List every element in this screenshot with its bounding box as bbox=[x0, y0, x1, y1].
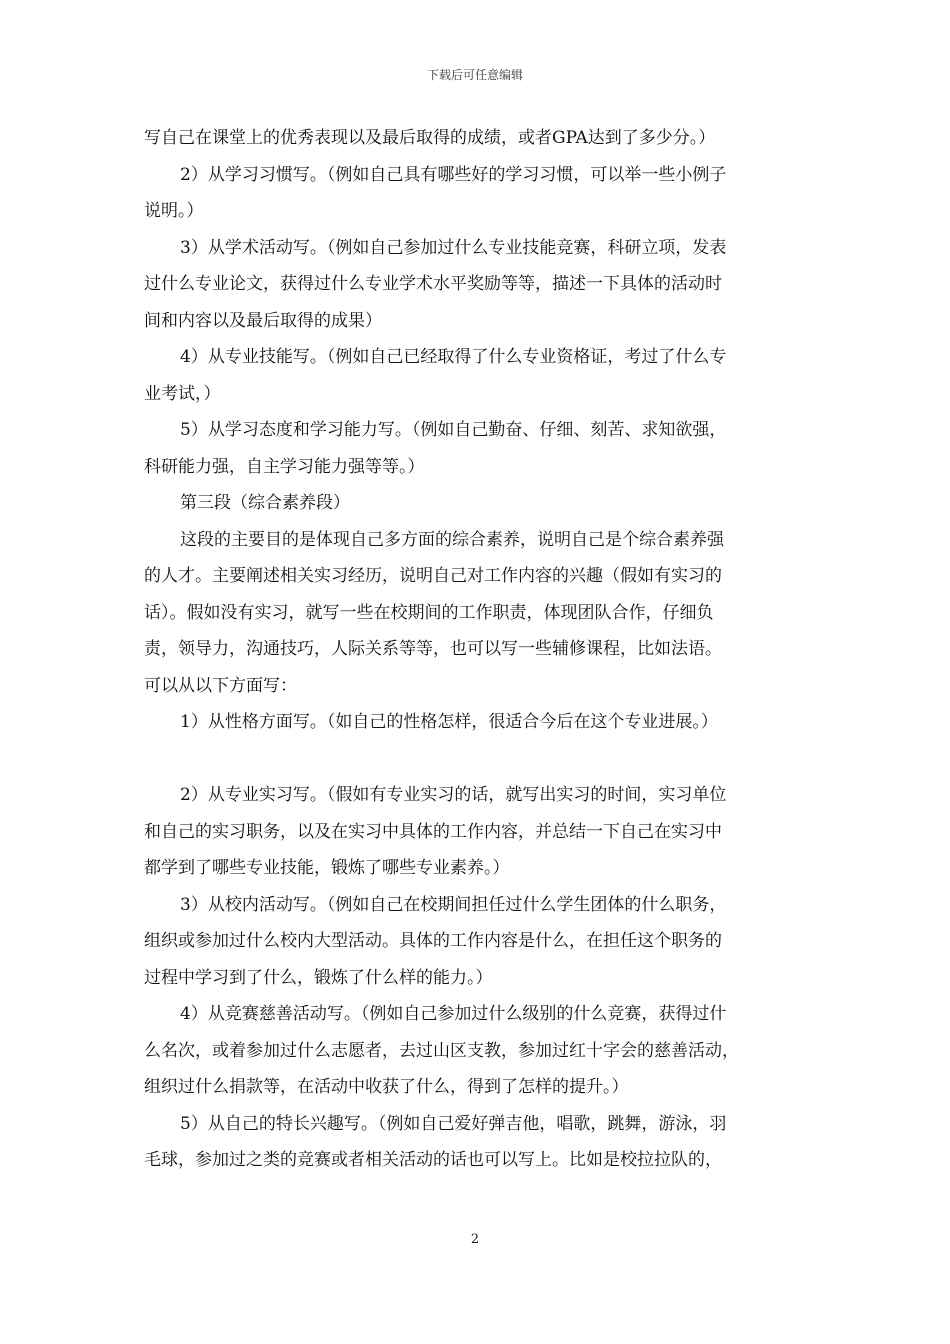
document-body bbox=[144, 120, 814, 1179]
text-line: 5）从自己的特长兴趣写。（例如自己爱好弹吉他，唱歌，跳舞，游泳，羽 bbox=[180, 1113, 727, 1134]
text-line: 过什么专业论文，获得过什么专业学术水平奖励等等，描述一下具体的活动时 bbox=[144, 274, 722, 294]
text-line: 科研能力强，自主学习能力强等等。） bbox=[144, 456, 425, 477]
text-line: 组织过什么捐款等，在活动中收获了什么，得到了怎样的提升。） bbox=[144, 1077, 629, 1097]
blank-line bbox=[144, 741, 814, 778]
text-line: 间和内容以及最后取得的成果） bbox=[144, 310, 382, 331]
text-line: 和自己的实习职务，以及在实习中具体的工作内容，并总结一下自己在实习中 bbox=[144, 821, 722, 842]
text-line: 可以从以下方面写： bbox=[144, 675, 297, 696]
text-line: 毛球，参加过之类的竞赛或者相关活动的话也可以写上。比如是校拉拉队的， bbox=[144, 1150, 722, 1170]
text-line: 这段的主要目的是体现自己多方面的综合素养，说明自己是个综合素养强 bbox=[180, 529, 724, 550]
text-line: 么名次，或着参加过什么志愿者，去过山区支教，参加过红十字会的慈善活动， bbox=[144, 1040, 739, 1061]
text-line: 4）从专业技能写。（例如自己已经取得了什么专业资格证，考过了什么专 bbox=[180, 347, 727, 367]
text-line: 责，领导力，沟通技巧，人际关系等等，也可以写一些辅修课程，比如法语。 bbox=[144, 639, 722, 659]
text-line: 4）从竞赛慈善活动写。（例如自己参加过什么级别的什么竞赛，获得过什 bbox=[180, 1004, 727, 1024]
text-line: 都学到了哪些专业技能，锻炼了哪些专业素养。） bbox=[144, 858, 510, 878]
text-line: 业考试，） bbox=[144, 383, 221, 404]
text-line: 3）从校内活动写。（例如自己在校期间担任过什么学生团体的什么职务， bbox=[180, 894, 727, 915]
text-line: 的人才。主要阐述相关实习经历，说明自己对工作内容的兴趣（假如有实习的 bbox=[144, 566, 722, 586]
text-line: 3）从学术活动写。（例如自己参加过什么专业技能竞赛，科研立项，发表 bbox=[180, 237, 727, 258]
text-line: 2）从学习习惯写。（例如自己具有哪些好的学习习惯，可以举一些小例子 bbox=[180, 164, 727, 185]
page-number: 2 bbox=[470, 1232, 480, 1247]
section-heading: 第三段（综合素养段） bbox=[180, 493, 350, 513]
text-line: 1）从性格方面写。（如自己的性格怎样，很适合今后在这个专业进展。） bbox=[180, 712, 718, 732]
text-line: 5）从学习态度和学习能力写。（例如自己勤奋、仔细、刻苦、求知欲强， bbox=[180, 420, 727, 440]
text-line: 说明。） bbox=[144, 201, 204, 221]
text-line: 话）。假如没有实习，就写一些在校期间的工作职责，体现团队合作，仔细负 bbox=[144, 602, 714, 623]
text-line: 写自己在课堂上的优秀表现以及最后取得的成绩，或者GPA达到了多少分。） bbox=[144, 128, 716, 148]
text-line: 组织或参加过什么校内大型活动。具体的工作内容是什么，在担任这个职务的 bbox=[144, 931, 722, 951]
page-header: 下载后可任意编辑 bbox=[426, 68, 523, 82]
text-line: 2）从专业实习写。（假如有专业实习的话，就写出实习的时间，实习单位 bbox=[180, 785, 727, 805]
text-line: 过程中学习到了什么，锻炼了什么样的能力。） bbox=[144, 967, 493, 988]
